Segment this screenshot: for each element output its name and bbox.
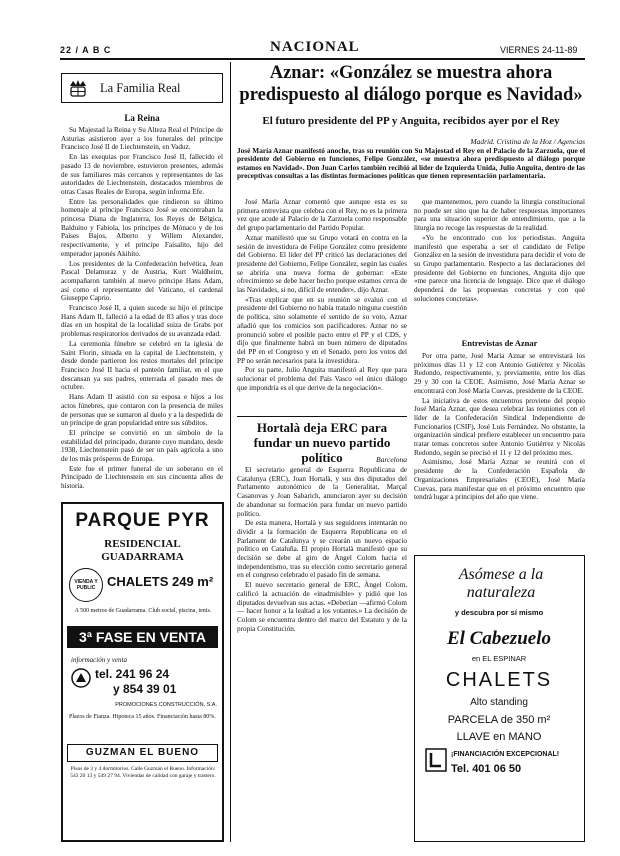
column-divider — [230, 62, 231, 842]
guzman-el-bueno-banner — [67, 744, 218, 762]
cabezuelo-logo-icon — [425, 748, 447, 772]
familia-real-title: La Familia Real — [100, 81, 181, 95]
aznar-interviews-subhead: Entrevistas de Aznar — [461, 338, 538, 348]
paragraph: «Yo he encontrado con los periodistas. Anguita manifestó que esperaba a ser el candidato de Felipe González en la sesión de investidura para decidir el voto de su Grupo parlamentario. Respecto a las declaraciones del presidente del Gobierno en funciones, Anguita dijo que «me parece una licencia de lenguaje. Dice que el diálogo dependerá de las propuestas concretas y con qué soluciones concretas». — [414, 233, 585, 303]
erc-headline: Hortalà deja ERC para fundar un nuevo partido político — [253, 420, 391, 465]
vivienda-badge — [69, 568, 103, 602]
parque-pyr-logo-icon — [71, 668, 91, 688]
cabezuelo-ad — [414, 555, 585, 842]
erc-text — [237, 466, 407, 842]
main-col2 — [414, 198, 585, 333]
paragraph: De esta manera, Hortalà y sus seguidores intentarán no dividir a la formación de Esquerra Republicana en el Parlament de Catalunya y se crearán un nuevo espacio político en Cataluña. El propio Hortalà manifestó que su decisión se debe al giro de Àngel Colom hacia el independentismo, tras su elección como secretario general en el congreso celebrado el pasado fin de semana. — [237, 519, 407, 580]
main-dateline: Madrid. Cristina de la Hoz / Agencias — [470, 137, 585, 146]
paragraph: Por su parte, Julio Anguita manifestó al Rey que para solucionar el problema del País Vasco «el único diálogo que impondría es el que derive de la negociación». — [237, 366, 407, 392]
cabezuelo-slogan2: y descubra por sí mismo — [454, 608, 544, 617]
section-title: NACIONAL — [270, 39, 360, 55]
paragraph: La ceremonia fúnebre se celebró en la iglesia de Saint Florin, situada en la capital de Liechtenstein, y desde donde partieron los restos mortales del príncipe Francisco José II hacia el panteón familiar, en el que descansan ya sus padres, enterrada el pasado mes de octubre. — [61, 339, 223, 392]
paragraph: Este fue el primer funeral de un soberano en el Principado de Liechtenstein en sus cincuenta años de historia. — [61, 464, 223, 491]
cabezuelo-location: en EL ESPINAR — [471, 654, 527, 663]
familia-real-text — [61, 126, 223, 491]
crown-emblem-icon — [67, 77, 89, 99]
page-number: 22 / A B C — [60, 45, 112, 55]
paragraph: Hans Adam II asistió con su esposa e hijos a los actos fúnebres, que contaron con la presencia de miles de personas que se sumaron al duelo y a la despedida de un príncipe de gran popularidad entre sus súbditos. — [61, 393, 223, 428]
paragraph: Francisco José II, a quien sucede su hijo el príncipe Hans Adam II, falleció a la edad de 83 años y tras doce días en un hospital de la localidad suiza de Grabs por problemas respiratorios derivados de su avanzada edad. — [61, 304, 223, 339]
paragraph: El secretario general de Esquerra Republicana de Catalunya (ERC), Joan Hortalà, y sus dos diputados del Parlamento autonómico de la Generalitat, Marçal Casanovas y Joan Sabarich, anunciaron ayer su decisión de abandonar su formación para fundar un nuevo partido político. — [237, 466, 407, 518]
paragraph: «Tras explicar que en su reunión se evaluó con el presidente del Gobierno no había tratado ninguna cuestión de política, sino solamente el sentido de su voto, Aznar añadió que los comicios son pacificadores. Aznar no se pronunció sobre el posible pacto entre el PP y el CDS, y dijo que finalmente habrá un buen número de diputados del PP en el Congreso y en el Senado, pero los votos del PP no serán necesarios para la investidura. — [237, 295, 407, 365]
erc-top-rule — [237, 416, 407, 417]
cabezuelo-chalets: CHALETS — [445, 669, 553, 691]
guzman-el-bueno-label: GUZMAN EL BUENO — [85, 747, 200, 758]
paragraph: que mantenemos, pero cuando la liturgia constitucional no puede ser sino que ha de haber respuestas importantes para una situación superior de entendimiento, que a la liturgia no recoge las respuestas de la realidad. — [414, 198, 585, 233]
paragraph: Los presidentes de la Confederación helvética, Jean Pascal Delamuraz y de Austria, Kurt Waldheim, acompañaron también al nuevo príncipe Hans Adam, así como el representante del Vaticano, el cardenal Giuseppe Caprio. — [61, 259, 223, 303]
cabezuelo-slogan1: Asómese a la naturaleza — [458, 566, 544, 601]
vivienda-badge-label: VIENDA Y PUBLIC — [74, 579, 98, 591]
parque-pyr-brand: PARQUE PYR — [75, 510, 210, 531]
parque-pyr-phase: 3ª FASE EN VENTA — [67, 626, 218, 648]
parque-pyr-location: A 500 metros de Guadarrama. Club social, piscina, tenis. — [74, 608, 212, 614]
paragraph: Su Majestad la Reina y Su Alteza Real el Príncipe de Asturias asistieron ayer a los funerales del príncipe Francisco José II de Liechtenstein, en Vaduz. — [61, 126, 223, 152]
paragraph: El nuevo secretario general de ERC, Àngel Colom, calificó la actuación de «inadmisible» y pidió que los diputados devuelvan sus actas. «Deberían —afirmó Colom— hacer honor a la lealtad a los votantes.» La decisión de Colom se encuentra dentro del marco del Estatuto y de la propia Constitución. — [237, 581, 407, 633]
paragraph: Por otra parte, José María Aznar se entrevistará los próximos días 11 y 12 con Antonio Gutiérrez y Nicolás Redondo, respectivamente, y, previamente, entre los días 29 y 30 con la CEOE. Asimismo, José María Aznar se encontrará con José María Cuevas, presidente de la CEOE. — [414, 352, 585, 395]
parque-pyr-phone1: tel. 241 96 24 — [95, 667, 170, 681]
cabezuelo-tel: Tel. 401 06 50 — [451, 763, 522, 775]
cabezuelo-financiacion: ¡FINANCIACIÓN EXCEPCIONAL! — [451, 751, 560, 758]
guzman-el-bueno-text: Pisos de 3 y 4 dormitorios. Calle Guzmán el Bueno. Información: 543 20 13 y 549 27 94. Viviendas de calidad con garaje y trastero. — [70, 766, 216, 779]
paragraph: La iniciativa de estos encuentros proviene del propio José María Aznar, que desea celebrar las reuniones con el líder de la Confederación Sindical Independiente de Funcionarios (CSIF), José Luis Fernández. No obstante, la organización sindical prefiere establecer un encuentro para tratar temas concretos sobre Antonio Gutiérrez y Nicolás Redondo, según se precisó el 11 y 12 del próximo mes. — [414, 396, 585, 457]
erc-dateline: Barcelona — [376, 455, 407, 464]
paragraph: El príncipe se convirtió en un símbolo de la estabilidad del principado, durante cuyo mandato, desde 1938, Liechtenstein pasó de ser un país agrícola a uno de los más prósperos de Europa. — [61, 428, 223, 464]
familia-real-subhead: La Reina — [124, 113, 160, 123]
parque-pyr-chalets: CHALETS 249 m² — [107, 574, 214, 589]
main-subheadline: El futuro presidente del PP y Anguita, recibidos ayer por el Rey — [262, 115, 560, 127]
cabezuelo-brand: El Cabezuelo — [447, 628, 551, 649]
paragraph: En las exequias por Francisco José II, fallecido el pasado 13 de noviembre, estuvieron presentes, además de sus familiares más cercanos y representantes de las autoridades de Liechtenstein, destacados miembros de otras Casas Reales de Europa, según informa Efe. — [61, 153, 223, 196]
familia-real-box — [61, 73, 223, 103]
cabezuelo-parcela: PARCELA de 350 m² — [447, 714, 551, 726]
parque-pyr-info-label: información y venta — [71, 656, 127, 664]
parque-pyr-notes: Plazos de Fianza. Hipoteca 15 años. Financiación hasta 80%. — [69, 714, 216, 720]
parque-pyr-ad — [61, 502, 224, 842]
main-headline: Aznar: «González se muestra ahora predispuesto al diálogo porque es Navidad» — [239, 63, 583, 105]
main-col1 — [237, 198, 407, 413]
paragraph: Aznar manifestó que su Grupo votará en contra en la sesión de investidura de Felipe González como presidente del Gobierno. El líder del PP criticó las declaraciones del presidente del Gobierno, Felipe González, según las cuales se abriría una nueva forma de gobernar: «Este ofrecimiento se debe hacer hecho porque estamos cerca de las Navidades, si no, difícil de entender», dijo Aznar. — [237, 233, 407, 295]
paragraph: Asimismo, José María Aznar se reunirá con el presidente de la Confederación Española de Organizaciones Empresariales (CEOE), José María Cuevas, para manifestar que en el próximo encuentro que tendrá lugar a principios del año que viene. — [414, 458, 585, 502]
cabezuelo-llave: LLAVE en MANO — [456, 731, 542, 743]
parque-pyr-subtitle2: GUADARRAMA — [101, 551, 184, 563]
page-date: VIERNES 24-11-89 — [500, 45, 578, 55]
parque-pyr-phone2: y 854 39 01 — [113, 682, 177, 696]
paragraph: Entre las personalidades que rindieron su último homenaje al príncipe Francisco José se encontraban la princesa Diana de Inglaterra, los Reyes de Bélgica, Balduino y Fabiola, los príncipes de Mónaco y de los Países Bajos, Alberto y Willem Alexander, respectivamente, y el príncipe Faisalito, hijo del emperador japonés Akihito. — [61, 197, 223, 258]
main-col2b — [414, 352, 585, 542]
parque-pyr-company: PROMOCIONES CONSTRUCCIÓN, S.A. — [115, 702, 217, 708]
cabezuelo-standing: Alto standing — [470, 697, 528, 708]
parque-pyr-subtitle1: RESIDENCIAL — [104, 538, 181, 550]
main-lead: José María Aznar manifestó anoche, tras su reunión con Su Majestad el Rey en el Palacio de la Zarzuela, que el presidente del Gobierno en funciones, Felipe González, «se muestra ahora predispuesto al diálogo porque estamos en Navidad». Don Juan Carlos también recibió al líder de Izquierda Unida, Julio Anguita, dentro de las preceptivas consultas a las distintas formaciones políticas que tienen representación parlamentaria. — [237, 146, 585, 181]
paragraph: José María Aznar comentó que aunque esta es su primera entrevista que celebra con el Rey, no es la primera vez que acude al Palacio de la Zarzuela como responsable del grupo parlamentario del Partido Popular. — [237, 198, 407, 233]
header-rule — [60, 58, 585, 60]
